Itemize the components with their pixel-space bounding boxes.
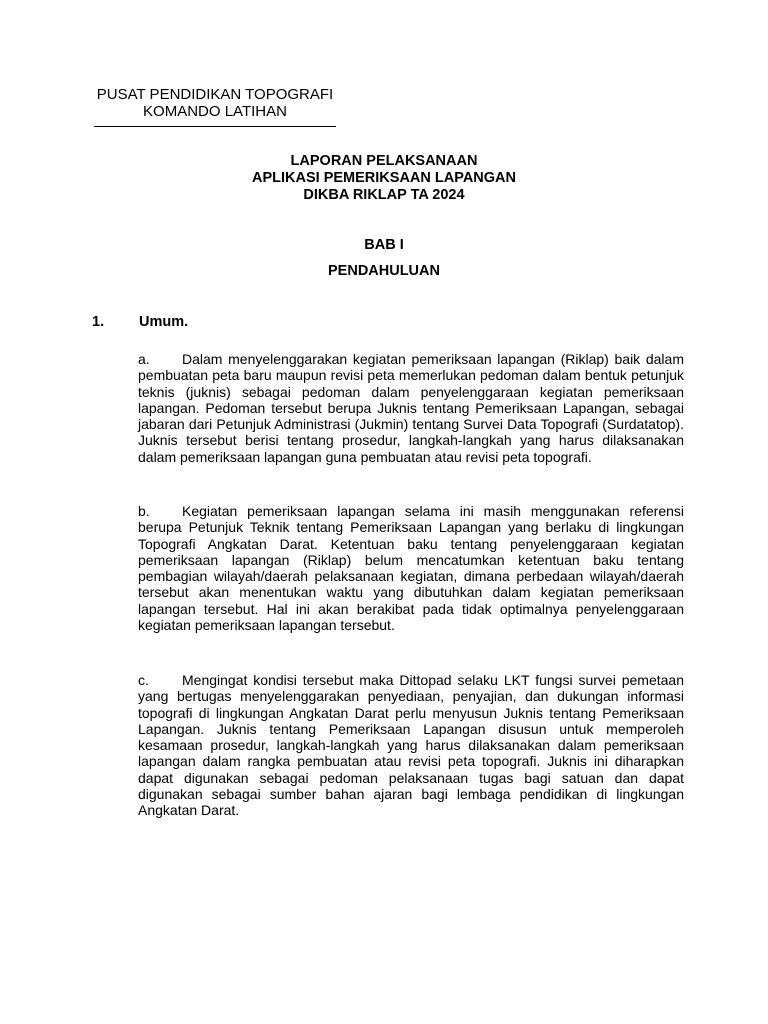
section-title: Umum. <box>139 314 189 330</box>
report-title-line-3: DIKBA RIKLAP TA 2024 <box>303 187 465 203</box>
section-number: 1. <box>92 314 105 330</box>
paragraph-c <box>138 672 684 819</box>
report-title <box>0 153 768 204</box>
paragraph-a-label: a. <box>138 351 150 367</box>
chapter-label: BAB I <box>364 237 404 253</box>
letterhead-underline <box>94 126 336 127</box>
letterhead-institution: PUSAT PENDIDIKAN TOPOGRAFI <box>96 86 334 103</box>
letterhead <box>92 86 338 120</box>
paragraph-b-label: b. <box>138 503 150 519</box>
paragraph-a-text: Dalam menyelenggarakan kegiatan pemeriksaan lapangan (Riklap) baik dalam pembuatan peta baru maupun revisi peta memerlukan pedoman dalam bentuk petunjuk teknis (juknis) sebagai pedoman dalam penyelenggaraan kegiatan pemeriksaan lapangan. Pedoman tersebut berupa Juknis tentang Pemeriksaan Lapangan, sebagai jabaran dari Petunjuk Administrasi (Jukmin) tentang Survei Data Topografi (Surdatatop). Juknis tersebut berisi tentang prosedur, langkah-langkah yang harus dilaksanakan dalam pemeriksaan lapangan guna pembuatan atau revisi peta topografi. <box>138 351 684 465</box>
letterhead-command: KOMANDO LATIHAN <box>143 103 287 120</box>
report-title-line-1: LAPORAN PELAKSANAAN <box>290 153 478 169</box>
paragraph-a <box>138 351 684 465</box>
chapter-title: PENDAHULUAN <box>328 263 440 279</box>
paragraph-b-text: Kegiatan pemeriksaan lapangan selama ini masih menggunakan referensi berupa Petunjuk Teknik tentang Pemeriksaan Lapangan yang berlaku di lingkungan Topografi Angkatan Darat. Ketentuan baku tentang penyelenggaraan kegiatan pemeriksaan lapangan (Riklap) belum mencatumkan ketentuan baku tentang pembagian wilayah/daerah pelaksanaan kegiatan, dimana perbedaan wilayah/daerah tersebut akan menentukan waktu yang dibutuhkan dalam kegiatan pemeriksaan lapangan tersebut. Hal ini akan berakibat pada tidak optimalnya penyelenggaraan kegiatan pemeriksaan lapangan tersebut. <box>138 503 684 634</box>
paragraph-c-text: Mengingat kondisi tersebut maka Dittopad selaku LKT fungsi survei pemetaan yang bertugas menyelenggarakan penyediaan, penyajian, dan dukungan informasi topografi di lingkungan Angkatan Darat perlu menyusun Juknis tentang Pemeriksaan Lapangan. Juknis tentang Pemeriksaan Lapangan disusun untuk memperoleh kesamaan prosedur, langkah-langkah yang harus dilaksanakan dalam pemeriksaan lapangan dalam rangka pembuatan atau revisi peta topografi. Juknis ini diharapkan dapat digunakan sebagai pedoman pelaksanaan tugas bagi satuan dan dapat digunakan sebagai sumber bahan ajaran bagi lembaga pendidikan di lingkungan Angkatan Darat. <box>138 672 684 819</box>
paragraph-c-label: c. <box>138 672 149 688</box>
paragraph-b <box>138 503 684 633</box>
report-title-line-2: APLIKASI PEMERIKSAAN LAPANGAN <box>252 170 516 186</box>
